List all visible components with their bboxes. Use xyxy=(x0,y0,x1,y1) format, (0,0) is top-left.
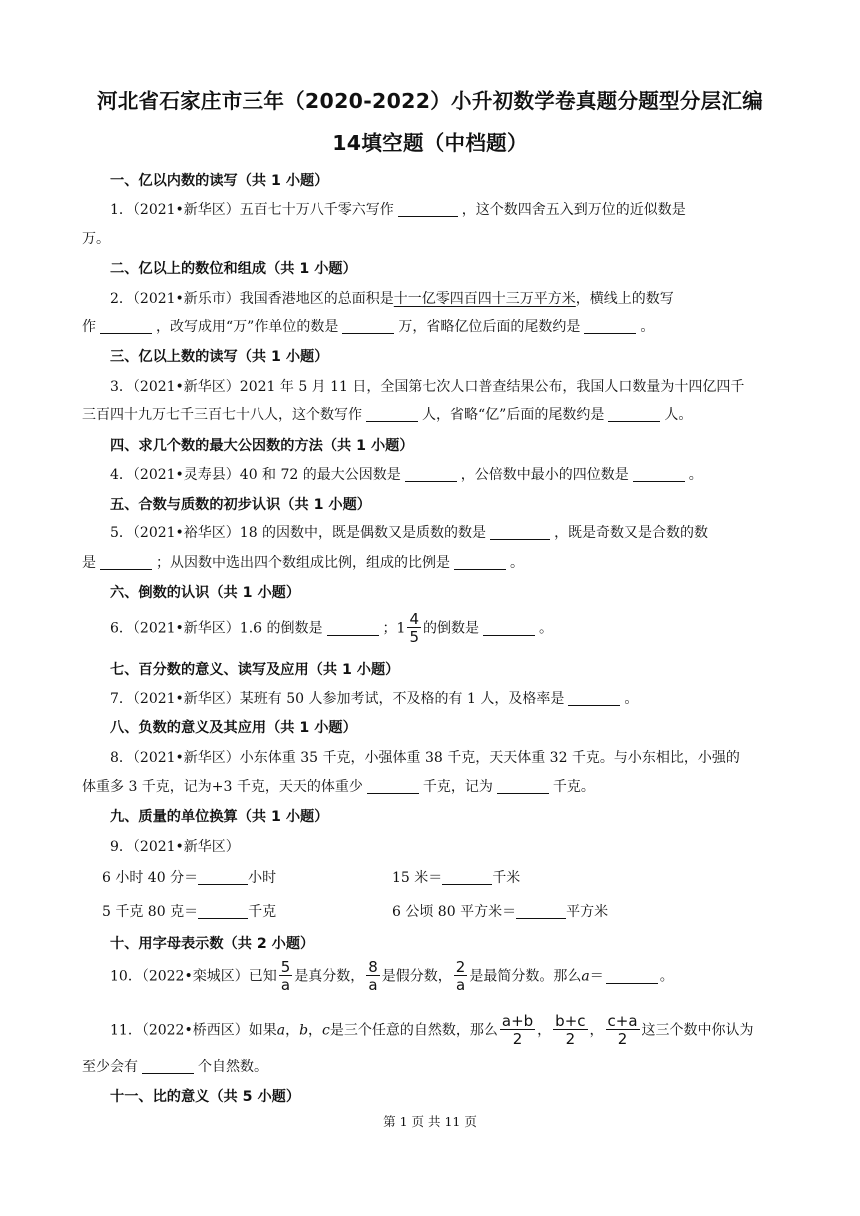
q1-text-a: 1．（2021•新华区）五百七十万八千零六写作 xyxy=(110,202,394,218)
question-3-line1 xyxy=(110,376,744,396)
q2-text-d: ，改写成用“万”作单位的数是 xyxy=(156,319,339,335)
q2-answer-blank-2[interactable] xyxy=(342,319,394,334)
q5-text-c: 是 xyxy=(82,555,96,571)
q9-row2-right-unit: 平方米 xyxy=(566,904,609,920)
q11-answer-blank-1[interactable] xyxy=(142,1059,194,1074)
question-9-line1 xyxy=(110,836,240,856)
q9-row1-left-text: 6 小时 40 分＝ xyxy=(102,870,199,886)
question-8-line1 xyxy=(110,747,740,767)
q8-text-d: 千克。 xyxy=(552,779,595,795)
q11-variable-c: c xyxy=(322,1022,330,1039)
fraction-numerator: a+b xyxy=(501,1012,534,1030)
q2-text-a: 2．（2021•新乐市）我国香港地区的总面积是 xyxy=(110,291,394,307)
q9-row1-right xyxy=(392,867,520,887)
q10-text-c: 是假分数， xyxy=(381,968,452,985)
q5-text-a: 5．（2021•裕华区）18 的因数中，既是偶数又是质数的数是 xyxy=(110,525,487,541)
q9-row1-right-unit: 千米 xyxy=(492,870,521,886)
question-2-line1 xyxy=(110,288,674,308)
q11-comma: ， xyxy=(537,1022,552,1039)
fraction-denominator: 2 xyxy=(512,1030,523,1048)
q3-text-c: 人，省略“亿”后面的尾数约是 xyxy=(422,407,605,423)
q11-variable-b: b xyxy=(299,1022,309,1039)
q11-separator: ， xyxy=(308,1022,323,1039)
question-8-line2 xyxy=(82,776,595,796)
fraction-b-plus-c-over-2 xyxy=(553,1014,587,1047)
section-heading-7: 七、百分数的意义、读写及应用（共 1 小题） xyxy=(110,662,400,678)
q11-variable-a: a xyxy=(276,1022,286,1039)
q3-text-d: 人。 xyxy=(664,407,693,423)
fraction-denominator: a xyxy=(368,976,378,994)
q2-answer-blank-1[interactable] xyxy=(100,319,152,334)
q5-answer-blank-3[interactable] xyxy=(454,555,506,570)
question-3-line2 xyxy=(82,404,692,424)
q11-text-c: 这三个数中你认为 xyxy=(641,1022,754,1039)
fraction-denominator: a xyxy=(280,976,291,994)
q2-text-f: 。 xyxy=(640,319,655,335)
q6-answer-blank-2[interactable] xyxy=(483,621,535,636)
q10-text-e: ＝ xyxy=(589,968,604,985)
fraction-numerator: c+a xyxy=(607,1012,638,1030)
q9-answer-blank-2[interactable] xyxy=(442,870,492,885)
q10-variable-a: a xyxy=(581,968,590,985)
section-heading-3: 三、亿以上数的读写（共 1 小题） xyxy=(110,349,329,365)
q6-text-d: 。 xyxy=(538,620,553,637)
q2-underlined-number: 十一亿零四百四十三万平方米 xyxy=(393,291,576,307)
question-5-line2 xyxy=(82,552,524,572)
fraction-c-plus-a-over-2 xyxy=(606,1014,640,1047)
mixed-number-whole: 1 xyxy=(396,620,406,637)
q4-answer-blank-2[interactable] xyxy=(633,467,685,482)
q11-text-d: 至少会有 xyxy=(82,1059,138,1075)
question-10-line1 xyxy=(110,960,674,993)
q11-comma: ， xyxy=(589,1022,604,1039)
q2-text-e: 万，省略亿位后面的尾数约是 xyxy=(398,319,581,335)
q9-row1-left xyxy=(102,867,276,887)
fraction-four-fifths xyxy=(407,612,421,645)
q11-text-a: 11．（2022•桥西区）如果 xyxy=(110,1022,277,1039)
section-heading-6: 六、倒数的认识（共 1 小题） xyxy=(110,585,301,601)
section-heading-9: 九、质量的单位换算（共 1 小题） xyxy=(110,809,329,825)
q5-answer-blank-1[interactable] xyxy=(490,525,550,540)
q10-text-b: 是真分数， xyxy=(294,968,365,985)
q9-answer-blank-1[interactable] xyxy=(198,870,248,885)
fraction-numerator: b+c xyxy=(555,1012,586,1030)
q10-text-f: 。 xyxy=(659,968,674,985)
q1-answer-blank-1[interactable] xyxy=(398,202,458,217)
fraction-8-over-a xyxy=(366,960,380,993)
q10-text-a: 10．（2022•栾城区）已知 xyxy=(110,968,277,985)
section-heading-11: 十一、比的意义（共 5 小题） xyxy=(110,1089,301,1105)
page-title-line2: 14填空题（中档题） xyxy=(332,131,528,155)
q1-text-c: 万。 xyxy=(82,231,110,247)
fraction-numerator: 4 xyxy=(409,610,419,628)
q5-answer-blank-2[interactable] xyxy=(100,555,152,570)
q2-text-b: ，横线上的数写 xyxy=(575,291,674,307)
fraction-numerator: 2 xyxy=(455,958,466,976)
q5-text-d: ；从因数中选出四个数组成比例，组成的比例是 xyxy=(156,555,450,571)
q9-row1-left-unit: 小时 xyxy=(248,870,277,886)
q4-text-a: 4．（2021•灵寿县）40 和 72 的最大公因数是 xyxy=(110,467,401,483)
section-heading-2: 二、亿以上的数位和组成（共 1 小题） xyxy=(110,261,357,277)
q8-text-c: 千克，记为 xyxy=(422,779,493,795)
q6-answer-blank-1[interactable] xyxy=(327,621,379,636)
q9-text-a: 9．（2021•新华区） xyxy=(110,839,240,855)
page-title-line1: 河北省石家庄市三年（2020-2022）小升初数学卷真题分题型分层汇编 xyxy=(96,89,764,113)
q7-answer-blank-1[interactable] xyxy=(568,691,620,706)
question-2-line2 xyxy=(82,316,654,336)
q11-text-b: 是三个任意的自然数，那么 xyxy=(329,1022,498,1039)
section-heading-5: 五、合数与质数的初步认识（共 1 小题） xyxy=(110,497,371,513)
q6-text-a: 6．（2021•新华区）1.6 的倒数是 xyxy=(110,620,323,637)
q9-answer-blank-3[interactable] xyxy=(198,904,248,919)
question-5-line1 xyxy=(110,522,708,542)
q2-text-c: 作 xyxy=(82,319,96,335)
q10-answer-blank-1[interactable] xyxy=(606,969,658,984)
section-heading-1: 一、亿以内数的读写（共 1 小题） xyxy=(110,173,329,189)
fraction-5-over-a xyxy=(279,960,293,993)
question-6-line1 xyxy=(110,612,553,645)
mixed-number-one-and-four-fifths xyxy=(397,612,423,645)
q9-row2-left-unit: 千克 xyxy=(248,904,277,920)
question-7-line1 xyxy=(110,688,638,708)
q3-text-a: 3．（2021•新华区）2021 年 5 月 11 日，全国第七次人口普查结果公布，我国人口数量为十四亿四千 xyxy=(110,379,745,395)
q11-text-e: 个自然数。 xyxy=(198,1059,268,1075)
fraction-denominator: 2 xyxy=(617,1030,628,1048)
section-heading-10: 十、用字母表示数（共 2 小题） xyxy=(110,936,315,952)
q8-answer-blank-1[interactable] xyxy=(367,779,419,794)
fraction-denominator: a xyxy=(455,976,466,994)
q5-text-e: 。 xyxy=(510,555,524,571)
q4-answer-blank-1[interactable] xyxy=(405,467,457,482)
q6-text-b: ； xyxy=(382,620,397,637)
q9-row2-right-text: 6 公顷 80 平方米＝ xyxy=(392,904,517,920)
q9-row2-right xyxy=(392,901,608,921)
q4-text-b: ，公倍数中最小的四位数是 xyxy=(460,467,629,483)
q7-text-a: 7．（2021•新华区）某班有 50 人参加考试，不及格的有 1 人，及格率是 xyxy=(110,691,565,707)
page-footer: 第 1 页 共 11 页 xyxy=(383,1114,477,1129)
q1-text-b: ，这个数四舍五入到万位的近似数是 xyxy=(461,202,686,218)
q8-text-b: 体重多 3 千克，记为+3 千克，天天的体重少 xyxy=(82,779,363,795)
q8-text-a: 8．（2021•新华区）小东体重 35 千克，小强体重 38 千克，天天体重 32 千克。与小东相比，小强的 xyxy=(110,750,740,766)
q4-text-c: 。 xyxy=(688,467,703,483)
question-1-line2 xyxy=(82,228,110,248)
q11-separator: ， xyxy=(285,1022,300,1039)
q9-row1-right-text: 15 米＝ xyxy=(392,870,443,886)
q9-answer-blank-4[interactable] xyxy=(516,904,566,919)
q7-text-b: 。 xyxy=(624,691,639,707)
fraction-numerator: 8 xyxy=(368,958,378,976)
q5-text-b: ，既是奇数又是合数的数 xyxy=(554,525,709,541)
q9-row2-left xyxy=(102,901,276,921)
q3-answer-blank-2[interactable] xyxy=(608,407,660,422)
question-4-line1 xyxy=(110,464,703,484)
question-1-line1 xyxy=(110,199,686,219)
q10-text-d: 是最简分数。那么 xyxy=(469,968,582,985)
fraction-denominator: 2 xyxy=(565,1030,576,1048)
fraction-denominator: 5 xyxy=(409,628,419,646)
fraction-a-plus-b-over-2 xyxy=(500,1014,535,1047)
q2-answer-blank-3[interactable] xyxy=(584,319,636,334)
q3-text-b: 三百四十九万七千三百七十八人，这个数写作 xyxy=(82,407,362,423)
question-11-line2 xyxy=(82,1056,268,1076)
q3-answer-blank-1[interactable] xyxy=(366,407,418,422)
q8-answer-blank-2[interactable] xyxy=(497,779,549,794)
fraction-numerator: 5 xyxy=(280,958,291,976)
section-heading-8: 八、负数的意义及其应用（共 1 小题） xyxy=(110,720,357,736)
question-11-line1 xyxy=(110,1014,754,1047)
fraction-2-over-a xyxy=(454,960,468,993)
q9-row2-left-text: 5 千克 80 克＝ xyxy=(102,904,199,920)
q6-text-c: 的倒数是 xyxy=(422,620,479,637)
section-heading-4: 四、求几个数的最大公因数的方法（共 1 小题） xyxy=(110,438,414,454)
